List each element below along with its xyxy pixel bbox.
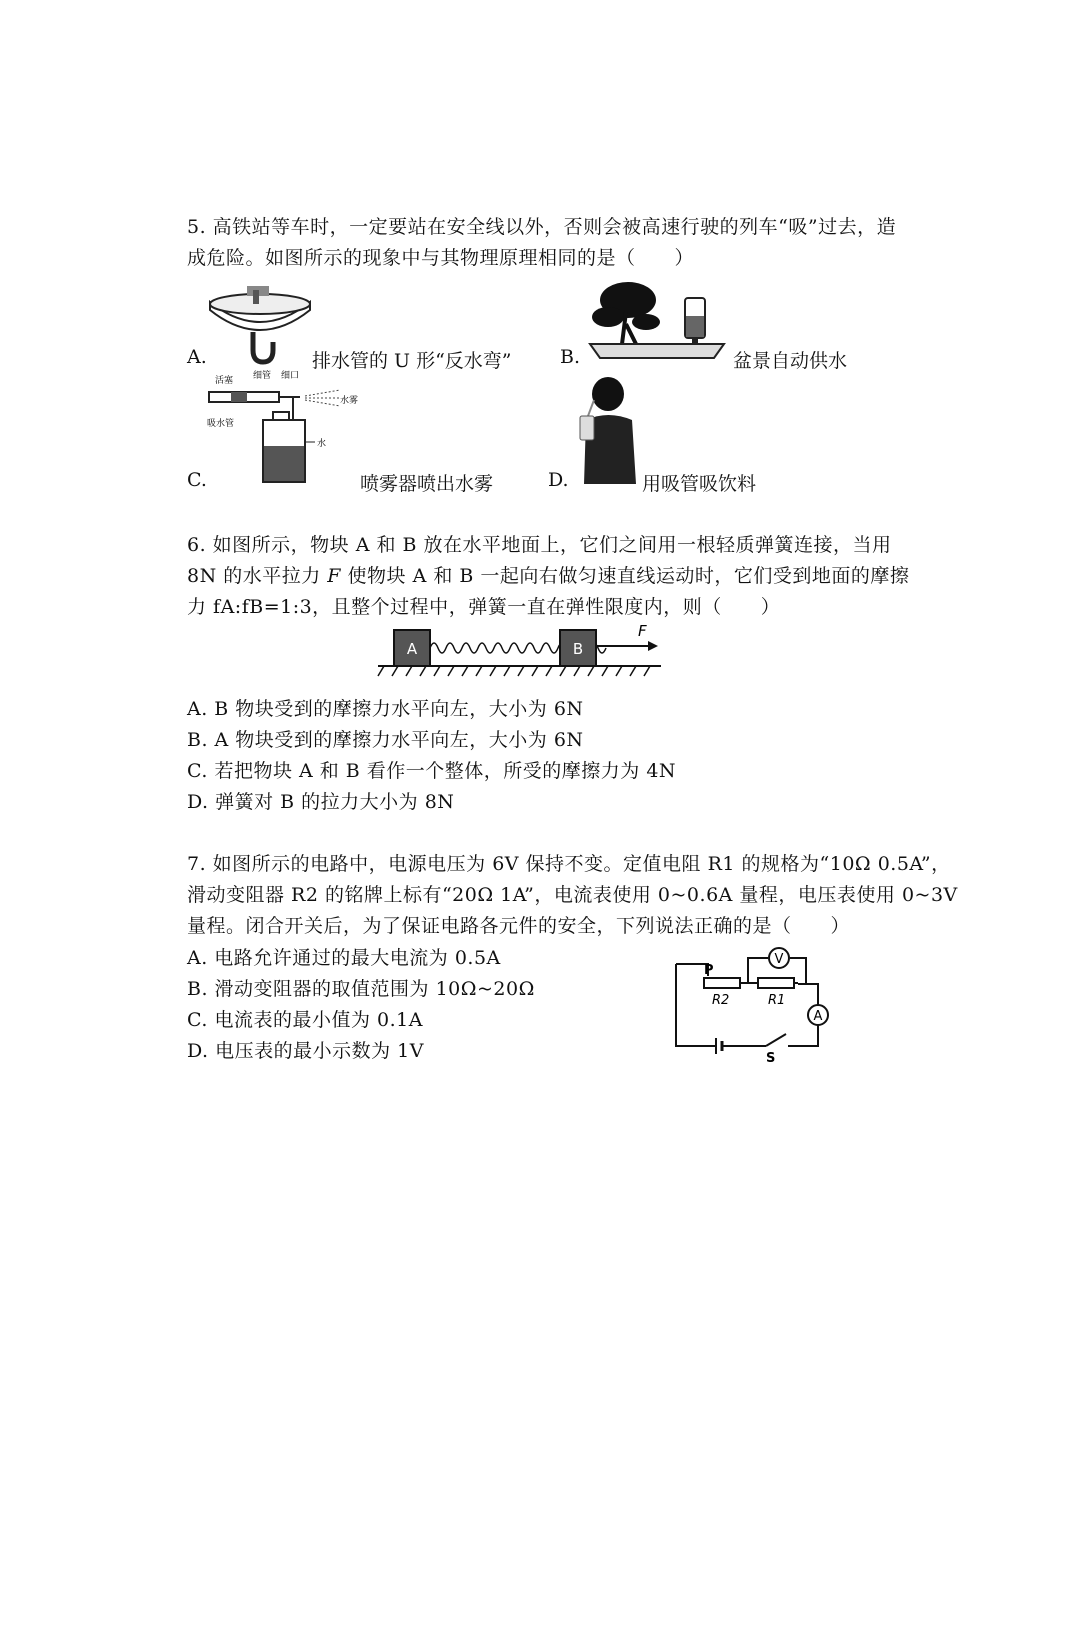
sprayer-label-mist: 水雾 [340, 396, 359, 406]
q5-option-a-letter: A. [187, 346, 207, 368]
q5-option-b-caption: 盆景自动供水 [733, 350, 848, 372]
q5-option-c-letter: C. [187, 469, 207, 491]
spring-blocks-figure [376, 622, 666, 680]
q7-stem-line1: 7. 如图所示的电路中，电源电压为 6V 保持不变。定值电阻 R1 的规格为“10Ω 0.5A”， [187, 853, 951, 875]
q6-stem-line1: 6. 如图所示，物块 A 和 B 放在水平地面上，它们之间用一根轻质弹簧连接，当用 [187, 534, 892, 556]
q7-option-b: B. 滑动变阻器的取值范围为 10Ω~20Ω [187, 978, 535, 1000]
q6-option-a: A. B 物块受到的摩擦力水平向左，大小为 6N [187, 698, 584, 720]
q5-option-a-caption: 排水管的 U 形“反水弯” [312, 350, 512, 372]
q6-stem-line2: 8N 的水平拉力 F 使物块 A 和 B 一起向右做匀速直线运动时，它们受到地面的摩擦 [187, 565, 910, 587]
switch-label: S [766, 1051, 776, 1066]
force-arrow-icon [648, 641, 658, 651]
q5-option-d-letter: D. [548, 469, 569, 491]
block-b-label: B [572, 640, 584, 658]
q6-option-c: C. 若把物块 A 和 B 看作一个整体，所受的摩擦力为 4N [187, 760, 677, 782]
sink-drain-figure [205, 282, 315, 367]
force-label: F [638, 622, 647, 640]
q5-stem-line1: 5. 高铁站等车时，一定要站在安全线以外，否则会被高速行驶的列车“吸”过去，造 [187, 216, 897, 238]
q5-option-c-caption: 喷雾器喷出水雾 [360, 473, 494, 495]
sprayer-label-thin-tube: 细管 [253, 371, 272, 381]
q7-option-c: C. 电流表的最小值为 0.1A [187, 1009, 423, 1031]
q5-option-d-caption: 用吸管吸饮料 [642, 473, 757, 495]
r1-label: R1 [768, 993, 786, 1008]
q7-stem-line3: 量程。闭合开关后，为了保证电路各元件的安全，下列说法正确的是（ ） [187, 915, 851, 937]
q6-option-d: D. 弹簧对 B 的拉力大小为 8N [187, 791, 455, 813]
sprayer-label-suction-tube: 吸水管 [207, 419, 235, 429]
q6-stem-line3: 力 fA:fB=1:3，且整个过程中，弹簧一直在弹性限度内，则（ ） [187, 596, 781, 618]
bonsai-figure [588, 272, 728, 362]
sprayer-label-water: 水 [317, 439, 327, 449]
ammeter-label: A [813, 1009, 823, 1024]
q5-option-b-letter: B. [560, 346, 581, 368]
slider-label: P [704, 963, 714, 978]
circuit-diagram [668, 942, 836, 1066]
voltmeter-label: V [774, 952, 784, 967]
sprayer-figure [205, 368, 370, 486]
q5-stem-line2: 成危险。如图所示的现象中与其物理原理相同的是（ ） [187, 247, 695, 269]
q7-stem-line2: 滑动变阻器 R2 的铭牌上标有“20Ω 1A”，电流表使用 0~0.6A 量程，电压表使用 0~3V [187, 884, 958, 906]
child-straw-figure [578, 376, 642, 484]
sprayer-label-nozzle: 细口 [281, 371, 300, 381]
block-a-label: A [406, 640, 418, 658]
sprayer-label-piston: 活塞 [215, 376, 234, 386]
r2-label: R2 [712, 993, 730, 1008]
q7-option-d: D. 电压表的最小示数为 1V [187, 1040, 424, 1062]
q6-option-b: B. A 物块受到的摩擦力水平向左，大小为 6N [187, 729, 584, 751]
q7-option-a: A. 电路允许通过的最大电流为 0.5A [187, 947, 501, 969]
